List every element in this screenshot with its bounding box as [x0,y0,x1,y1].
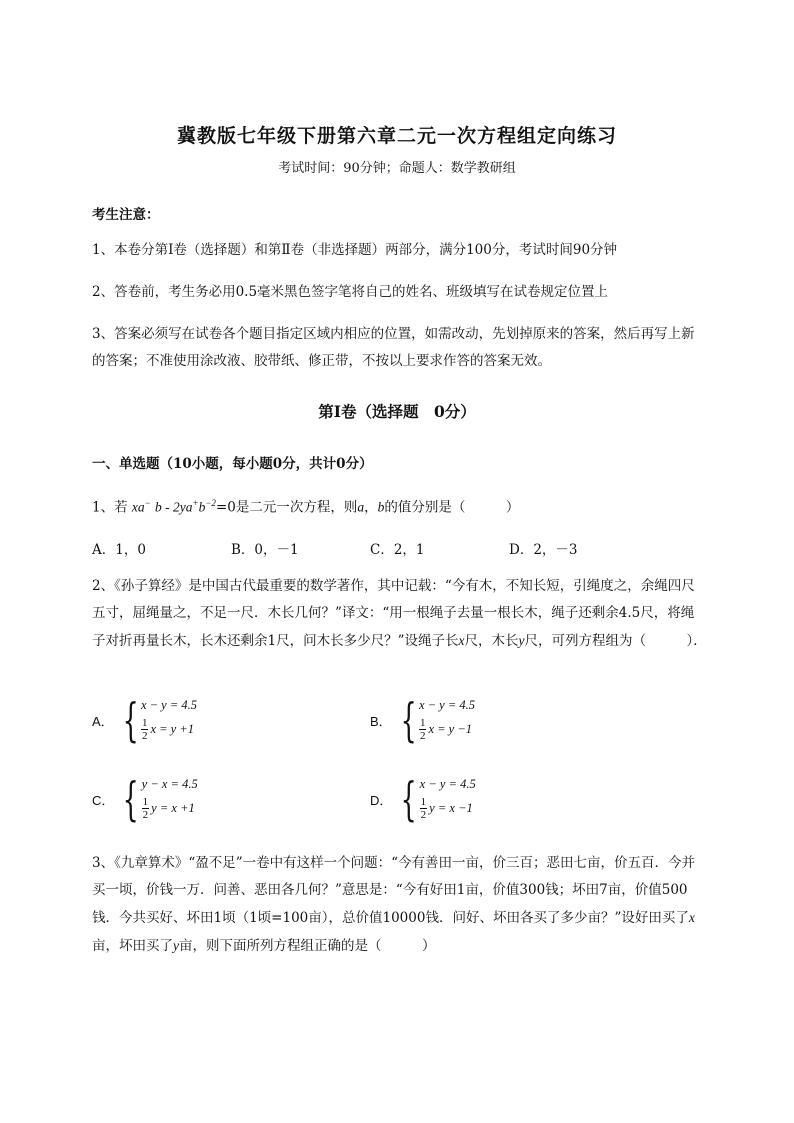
q3-var-y: y [173,938,179,953]
left-brace-icon: { [400,693,417,747]
notice-heading: 考生注意： [92,207,160,223]
equation-2: x = y −1 [428,721,473,736]
q1-tail: 的值分别是（ ） [384,499,520,516]
option-letter: B． [370,713,392,729]
q2-option-a[interactable] [92,693,198,747]
question-1 [92,490,707,522]
equation-2: x = y +1 [150,721,195,736]
question-2 [92,573,707,655]
fraction-numerator: 1 [142,795,149,808]
fraction-denominator: 2 [142,808,149,821]
q1-option-d[interactable]: D．2，－3 [509,542,578,558]
q1-var-b: b [377,499,385,515]
q1-sup-a: − [144,498,151,508]
q2-option-b[interactable] [370,693,476,747]
equation-1: x − y = 4.5 [418,698,476,712]
equation-1: x − y = 4.5 [140,698,198,712]
q1-option-c[interactable]: C．2，1 [370,542,425,558]
q1-expr-c: b [198,499,206,515]
q1-var-a: a [357,499,365,515]
left-brace-icon: { [122,772,140,826]
q3-text-1: 3、《九章算术》“盈不足”一卷中有这样一个问题：“今有善田一亩，价三百；恶田七亩，价五百．今并买一顷，价钱一万．问善、恶田各几何？”意思是：“今有好田1亩，价值300钱；坏田7亩，价值500钱．今共买好、坏田1顷（1顷=100亩），总价值10000钱．问好、坏田各买了多少亩？”设好田买了 [92,855,696,926]
equation-2: y = x +1 [151,800,195,815]
q2-text-1: 2、《孙子算经》是中国古代最重要的数学著作，其中记载：“今有木，不知长短，引绳度之，余绳四尺五寸，屈绳量之，不足一尺．木长几何？”译文：“用一根绳子去量一根长木，绳子还剩余4.5尺，将绳子对折再量长木，长木还剩余1尺，问木长多少尺？”设绳子长 [92,578,695,649]
option-letter: C． [92,792,115,808]
q2-option-c[interactable] [92,772,198,826]
q1-option-b[interactable]: B．0，－1 [231,542,299,558]
q1-prefix: 1、若 [92,499,128,516]
q1-suffix: =0是二元一次方程，则 [215,499,358,516]
section-title: 第I卷（选择题 0分） [318,402,476,421]
fraction-numerator: 1 [141,716,148,729]
q1-sup-c: −2 [205,498,216,508]
notice-item-3: 3、答案必须写在试卷各个题目指定区域内相应的位置，如需改动，先划掉原来的答案，然后再写上新的答案；不准使用涂改液、胶带纸、修正带，不按以上要求作答的答案无效。 [92,326,695,369]
notice-item-2: 2、答卷前，考生务必用0.5毫米黑色签字笔将自己的姓名、班级填写在试卷规定位置上 [92,284,609,300]
fraction-denominator: 2 [419,729,426,742]
equation-1: y − x = 4.5 [141,777,198,791]
q1-expr-a: xa [131,499,145,515]
fraction-numerator: 1 [419,716,426,729]
q3-text-3: 亩，则下面所列方程组正确的是（ ） [179,938,436,954]
equation-1: x − y = 4.5 [419,777,476,791]
part-title: 一、单选题（10小题，每小题0分，共计0分） [92,456,373,472]
q2-option-d[interactable] [370,772,476,826]
notice-item-1: 1、本卷分第I卷（选择题）和第Ⅱ卷（非选择题）两部分，满分100分，考试时间90分钟 [92,242,618,258]
q1-comma: ， [364,499,378,516]
q3-var-x: x [688,910,695,925]
q2-text-3: 尺，可列方程组为（ ）． [524,633,707,649]
page-title: 冀教版七年级下册第六章二元一次方程组定向练习 [176,125,617,147]
option-letter: A． [92,713,114,729]
q1-expr-b: b - 2ya [155,499,193,515]
fraction-denominator: 2 [141,729,148,742]
q1-option-a[interactable]: A．1，0 [92,542,146,558]
fraction-denominator: 2 [420,808,427,821]
q3-text-2: 亩，坏田买了 [92,938,173,954]
q2-var-y: y [518,633,525,648]
q2-var-x: x [458,633,465,648]
fraction-numerator: 1 [420,795,427,808]
left-brace-icon: { [122,693,139,747]
q2-text-2: 尺，木长 [464,633,519,649]
equation-2: y = x −1 [429,800,473,815]
exam-info: 考试时间：90分钟；命题人：数学教研组 [278,161,516,176]
left-brace-icon: { [400,772,418,826]
option-letter: D． [370,792,393,808]
question-3 [92,850,707,960]
q1-sup-b: + [192,498,199,508]
